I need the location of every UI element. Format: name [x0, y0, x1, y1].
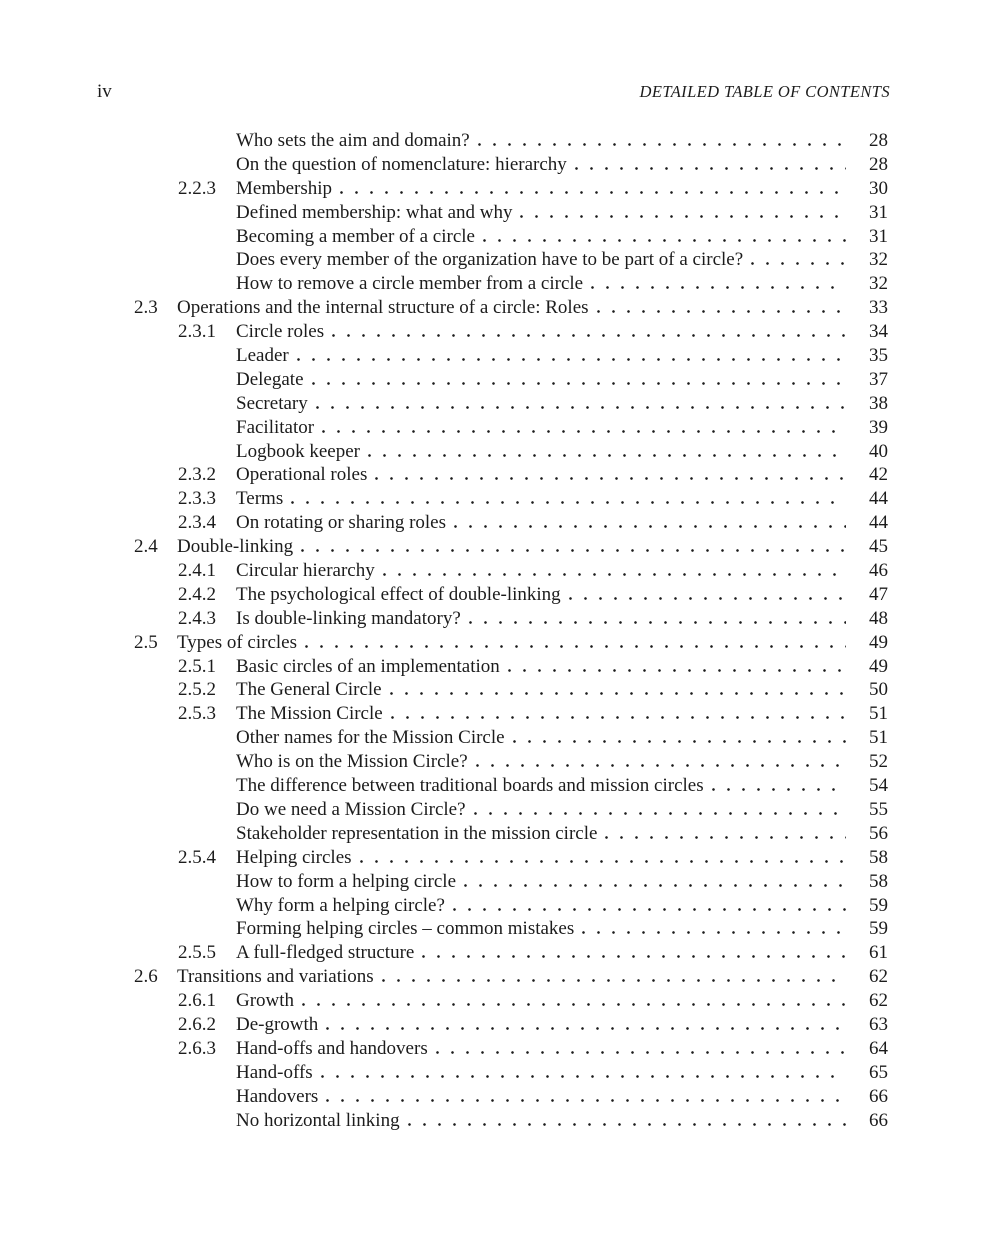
toc-entry-page: 58	[869, 846, 888, 868]
toc-entry-title: Circle roles	[236, 321, 325, 343]
dot-leader	[316, 406, 846, 409]
toc-entry	[0, 1109, 888, 1133]
toc-entry	[0, 440, 888, 464]
toc-entry	[0, 201, 888, 225]
dot-leader	[297, 358, 846, 361]
toc-entry-number: 2.6.2	[178, 1013, 216, 1035]
toc-entry-page: 30	[869, 177, 888, 199]
dot-leader	[436, 1051, 846, 1054]
toc-entry-number: 2.2.3	[178, 177, 216, 199]
dot-leader	[575, 167, 846, 170]
toc-entry-title: No horizontal linking	[236, 1109, 400, 1131]
running-header	[97, 81, 890, 103]
toc-entry	[0, 989, 888, 1013]
dot-leader	[474, 812, 846, 815]
toc-entry-page: 42	[869, 464, 888, 486]
toc-entry	[0, 416, 888, 440]
toc-entry-page: 46	[869, 560, 888, 582]
toc-entry-title: Terms	[236, 488, 284, 510]
toc-entry-title: How to remove a circle member from a circle	[236, 273, 584, 295]
toc-entry-page: 44	[869, 488, 888, 510]
toc-entry-page: 34	[869, 321, 888, 343]
toc-entry	[0, 272, 888, 296]
toc-entry-page: 32	[869, 249, 888, 271]
toc-entry-page: 50	[869, 679, 888, 701]
toc-entry-title: De-growth	[236, 1013, 319, 1035]
toc-entry	[0, 702, 888, 726]
toc-entry-title: The psychological effect of double-linking	[236, 583, 561, 605]
toc-entry-page: 45	[869, 536, 888, 558]
toc-entry-title: The difference between traditional boards and mission circles	[236, 775, 704, 797]
toc-entry-page: 61	[869, 942, 888, 964]
toc-entry-page: 51	[869, 703, 888, 725]
toc-entry-number: 2.3.2	[178, 464, 216, 486]
toc-entry-title: Types of circles	[177, 631, 298, 653]
toc-entry	[0, 1085, 888, 1109]
toc-entry-page: 31	[869, 201, 888, 223]
toc-entry-number: 2.4.3	[178, 607, 216, 629]
dot-leader	[453, 908, 846, 911]
dot-leader	[422, 955, 846, 958]
toc-entry-page: 64	[869, 1037, 888, 1059]
dot-leader	[478, 143, 846, 146]
toc-entry	[0, 607, 888, 631]
toc-entry-number: 2.5	[134, 631, 158, 653]
toc-entry-page: 38	[869, 392, 888, 414]
toc-entry-title: Who is on the Mission Circle?	[236, 751, 468, 773]
toc-entry-title: Operations and the internal structure of a circle: Roles	[177, 297, 589, 319]
dot-leader	[464, 884, 846, 887]
toc-entry-page: 65	[869, 1061, 888, 1083]
toc-entry	[0, 583, 888, 607]
toc-entry-title: A full-fledged structure	[236, 942, 415, 964]
dot-leader	[454, 525, 846, 528]
toc-entry	[0, 894, 888, 918]
toc-entry-title: On the question of nomenclature: hierarchy	[236, 153, 567, 175]
toc-entry	[0, 631, 888, 655]
toc-entry-number: 2.5.1	[178, 655, 216, 677]
toc-entry-title: Hand-offs and handovers	[236, 1037, 428, 1059]
toc-entry	[0, 368, 888, 392]
toc-entry-title: Membership	[236, 177, 333, 199]
dot-leader	[390, 692, 846, 695]
toc-entry	[0, 774, 888, 798]
toc-entry-title: Basic circles of an implementation	[236, 655, 500, 677]
toc-entry-title: Do we need a Mission Circle?	[236, 798, 466, 820]
toc-entry-number: 2.5.3	[178, 703, 216, 725]
toc-entry-number: 2.4.2	[178, 583, 216, 605]
toc-entry-page: 28	[869, 153, 888, 175]
toc-entry-number: 2.6	[134, 966, 158, 988]
toc-entry-page: 63	[869, 1013, 888, 1035]
toc-entry-title: Facilitator	[236, 416, 315, 438]
toc-entry	[0, 917, 888, 941]
toc-entry-page: 40	[869, 440, 888, 462]
toc-entry	[0, 129, 888, 153]
dot-leader	[569, 597, 846, 600]
toc-entry-number: 2.5.5	[178, 942, 216, 964]
toc-entry-title: Stakeholder representation in the mission circle	[236, 822, 598, 844]
dot-leader	[513, 740, 846, 743]
toc-entry-title: Defined membership: what and why	[236, 201, 513, 223]
toc-entry-page: 47	[869, 583, 888, 605]
toc-entry-title: Does every member of the organization have to be part of a circle?	[236, 249, 744, 271]
dot-leader	[408, 1123, 846, 1126]
toc-entry-page: 58	[869, 870, 888, 892]
dot-leader	[382, 979, 846, 982]
toc-entry-title: Who sets the aim and domain?	[236, 130, 470, 151]
dot-leader	[368, 454, 846, 457]
toc-entry-title: The Mission Circle	[236, 703, 383, 725]
folio-page-number: iv	[97, 81, 112, 102]
toc-entry	[0, 177, 888, 201]
dot-leader	[469, 621, 846, 624]
toc-entry-number: 2.5.2	[178, 679, 216, 701]
toc-entry-title: Becoming a member of a circle	[236, 225, 475, 247]
dot-leader	[391, 716, 846, 719]
toc-entry	[0, 1037, 888, 1061]
toc-entry	[0, 870, 888, 894]
toc-entry-title: Why form a helping circle?	[236, 894, 445, 916]
dot-leader	[360, 860, 846, 863]
dot-leader	[591, 286, 846, 289]
toc-entry	[0, 248, 888, 272]
toc-entry	[0, 846, 888, 870]
toc-entry-title: Transitions and variations	[177, 966, 374, 988]
toc-entry-page: 28	[869, 130, 888, 151]
toc-entry	[0, 798, 888, 822]
toc-entry-title: Handovers	[236, 1085, 319, 1107]
dot-leader	[340, 191, 846, 194]
toc-list	[0, 129, 888, 1132]
toc-entry	[0, 559, 888, 583]
dot-leader	[305, 645, 846, 648]
dot-leader	[508, 669, 846, 672]
toc-entry-page: 66	[869, 1109, 888, 1131]
toc-entry	[0, 750, 888, 774]
dot-leader	[597, 310, 846, 313]
toc-entry-page: 66	[869, 1085, 888, 1107]
dot-leader	[520, 215, 846, 218]
toc-entry-page: 31	[869, 225, 888, 247]
toc-entry-title: Leader	[236, 345, 289, 367]
toc-entry-page: 54	[869, 775, 888, 797]
dot-leader	[312, 382, 846, 385]
toc-entry-page: 32	[869, 273, 888, 295]
toc-entry-page: 56	[869, 822, 888, 844]
toc-entry-title: Secretary	[236, 392, 308, 414]
toc-entry	[0, 726, 888, 750]
toc-entry	[0, 941, 888, 965]
toc-entry-title: Is double-linking mandatory?	[236, 607, 461, 629]
dot-leader	[383, 573, 846, 576]
dot-leader	[605, 836, 846, 839]
toc-entry-title: Hand-offs	[236, 1061, 313, 1083]
toc-entry-page: 49	[869, 655, 888, 677]
toc-entry	[0, 320, 888, 344]
dot-leader	[712, 788, 846, 791]
toc-entry	[0, 965, 888, 989]
dot-leader	[476, 764, 846, 767]
toc-entry-title: Operational roles	[236, 464, 368, 486]
toc-entry-title: Double-linking	[177, 536, 294, 558]
toc-entry-title: Forming helping circles – common mistakes	[236, 918, 575, 940]
toc-entry-number: 2.4	[134, 536, 158, 558]
dot-leader	[302, 1003, 846, 1006]
toc-entry-title: How to form a helping circle	[236, 870, 457, 892]
toc-entry	[0, 487, 888, 511]
toc-entry	[0, 225, 888, 249]
toc-entry-number: 2.6.1	[178, 990, 216, 1012]
toc-entry	[0, 678, 888, 702]
dot-leader	[582, 931, 846, 934]
toc-entry-title: On rotating or sharing roles	[236, 512, 447, 534]
toc-entry-page: 62	[869, 990, 888, 1012]
toc-entry-title: Growth	[236, 990, 295, 1012]
toc-entry	[0, 463, 888, 487]
toc-entry-page: 44	[869, 512, 888, 534]
toc-entry-page: 49	[869, 631, 888, 653]
dot-leader	[751, 262, 846, 265]
toc-entry	[0, 1013, 888, 1037]
toc-entry-page: 33	[869, 297, 888, 319]
toc-entry-title: Helping circles	[236, 846, 352, 868]
toc-entry-page: 39	[869, 416, 888, 438]
dot-leader	[326, 1099, 846, 1102]
toc-entry-title: Other names for the Mission Circle	[236, 727, 505, 749]
toc-entry-page: 37	[869, 368, 888, 390]
toc-entry	[0, 344, 888, 368]
toc-entry	[0, 153, 888, 177]
toc-entry-number: 2.4.1	[178, 560, 216, 582]
toc-entry	[0, 392, 888, 416]
toc-entry-title: Circular hierarchy	[236, 560, 375, 582]
toc-entry-title: The General Circle	[236, 679, 382, 701]
toc-entry-number: 2.3	[134, 297, 158, 319]
toc-entry-page: 59	[869, 894, 888, 916]
toc-entry-number: 2.3.4	[178, 512, 216, 534]
toc-entry	[0, 511, 888, 535]
toc-entry-number: 2.3.1	[178, 321, 216, 343]
dot-leader	[291, 501, 846, 504]
running-head-title: DETAILED TABLE OF CONTENTS	[639, 82, 890, 101]
dot-leader	[332, 334, 846, 337]
toc-entry	[0, 1061, 888, 1085]
toc-entry-number: 2.5.4	[178, 846, 216, 868]
toc-entry-number: 2.3.3	[178, 488, 216, 510]
toc-entry-page: 59	[869, 918, 888, 940]
dot-leader	[322, 430, 846, 433]
toc-entry-number: 2.6.3	[178, 1037, 216, 1059]
dot-leader	[375, 477, 846, 480]
toc-entry-title: Delegate	[236, 368, 304, 390]
toc-entry	[0, 822, 888, 846]
toc-entry	[0, 535, 888, 559]
toc-entry-title: Logbook keeper	[236, 440, 360, 462]
toc-entry	[0, 655, 888, 679]
toc-entry-page: 55	[869, 798, 888, 820]
toc-entry-page: 52	[869, 751, 888, 773]
toc-entry	[0, 296, 888, 320]
toc-entry-page: 35	[869, 345, 888, 367]
dot-leader	[483, 239, 846, 242]
toc-entry-page: 62	[869, 966, 888, 988]
toc-entry-page: 51	[869, 727, 888, 749]
dot-leader	[301, 549, 846, 552]
dot-leader	[326, 1027, 846, 1030]
toc-entry-page: 48	[869, 607, 888, 629]
dot-leader	[321, 1075, 846, 1078]
